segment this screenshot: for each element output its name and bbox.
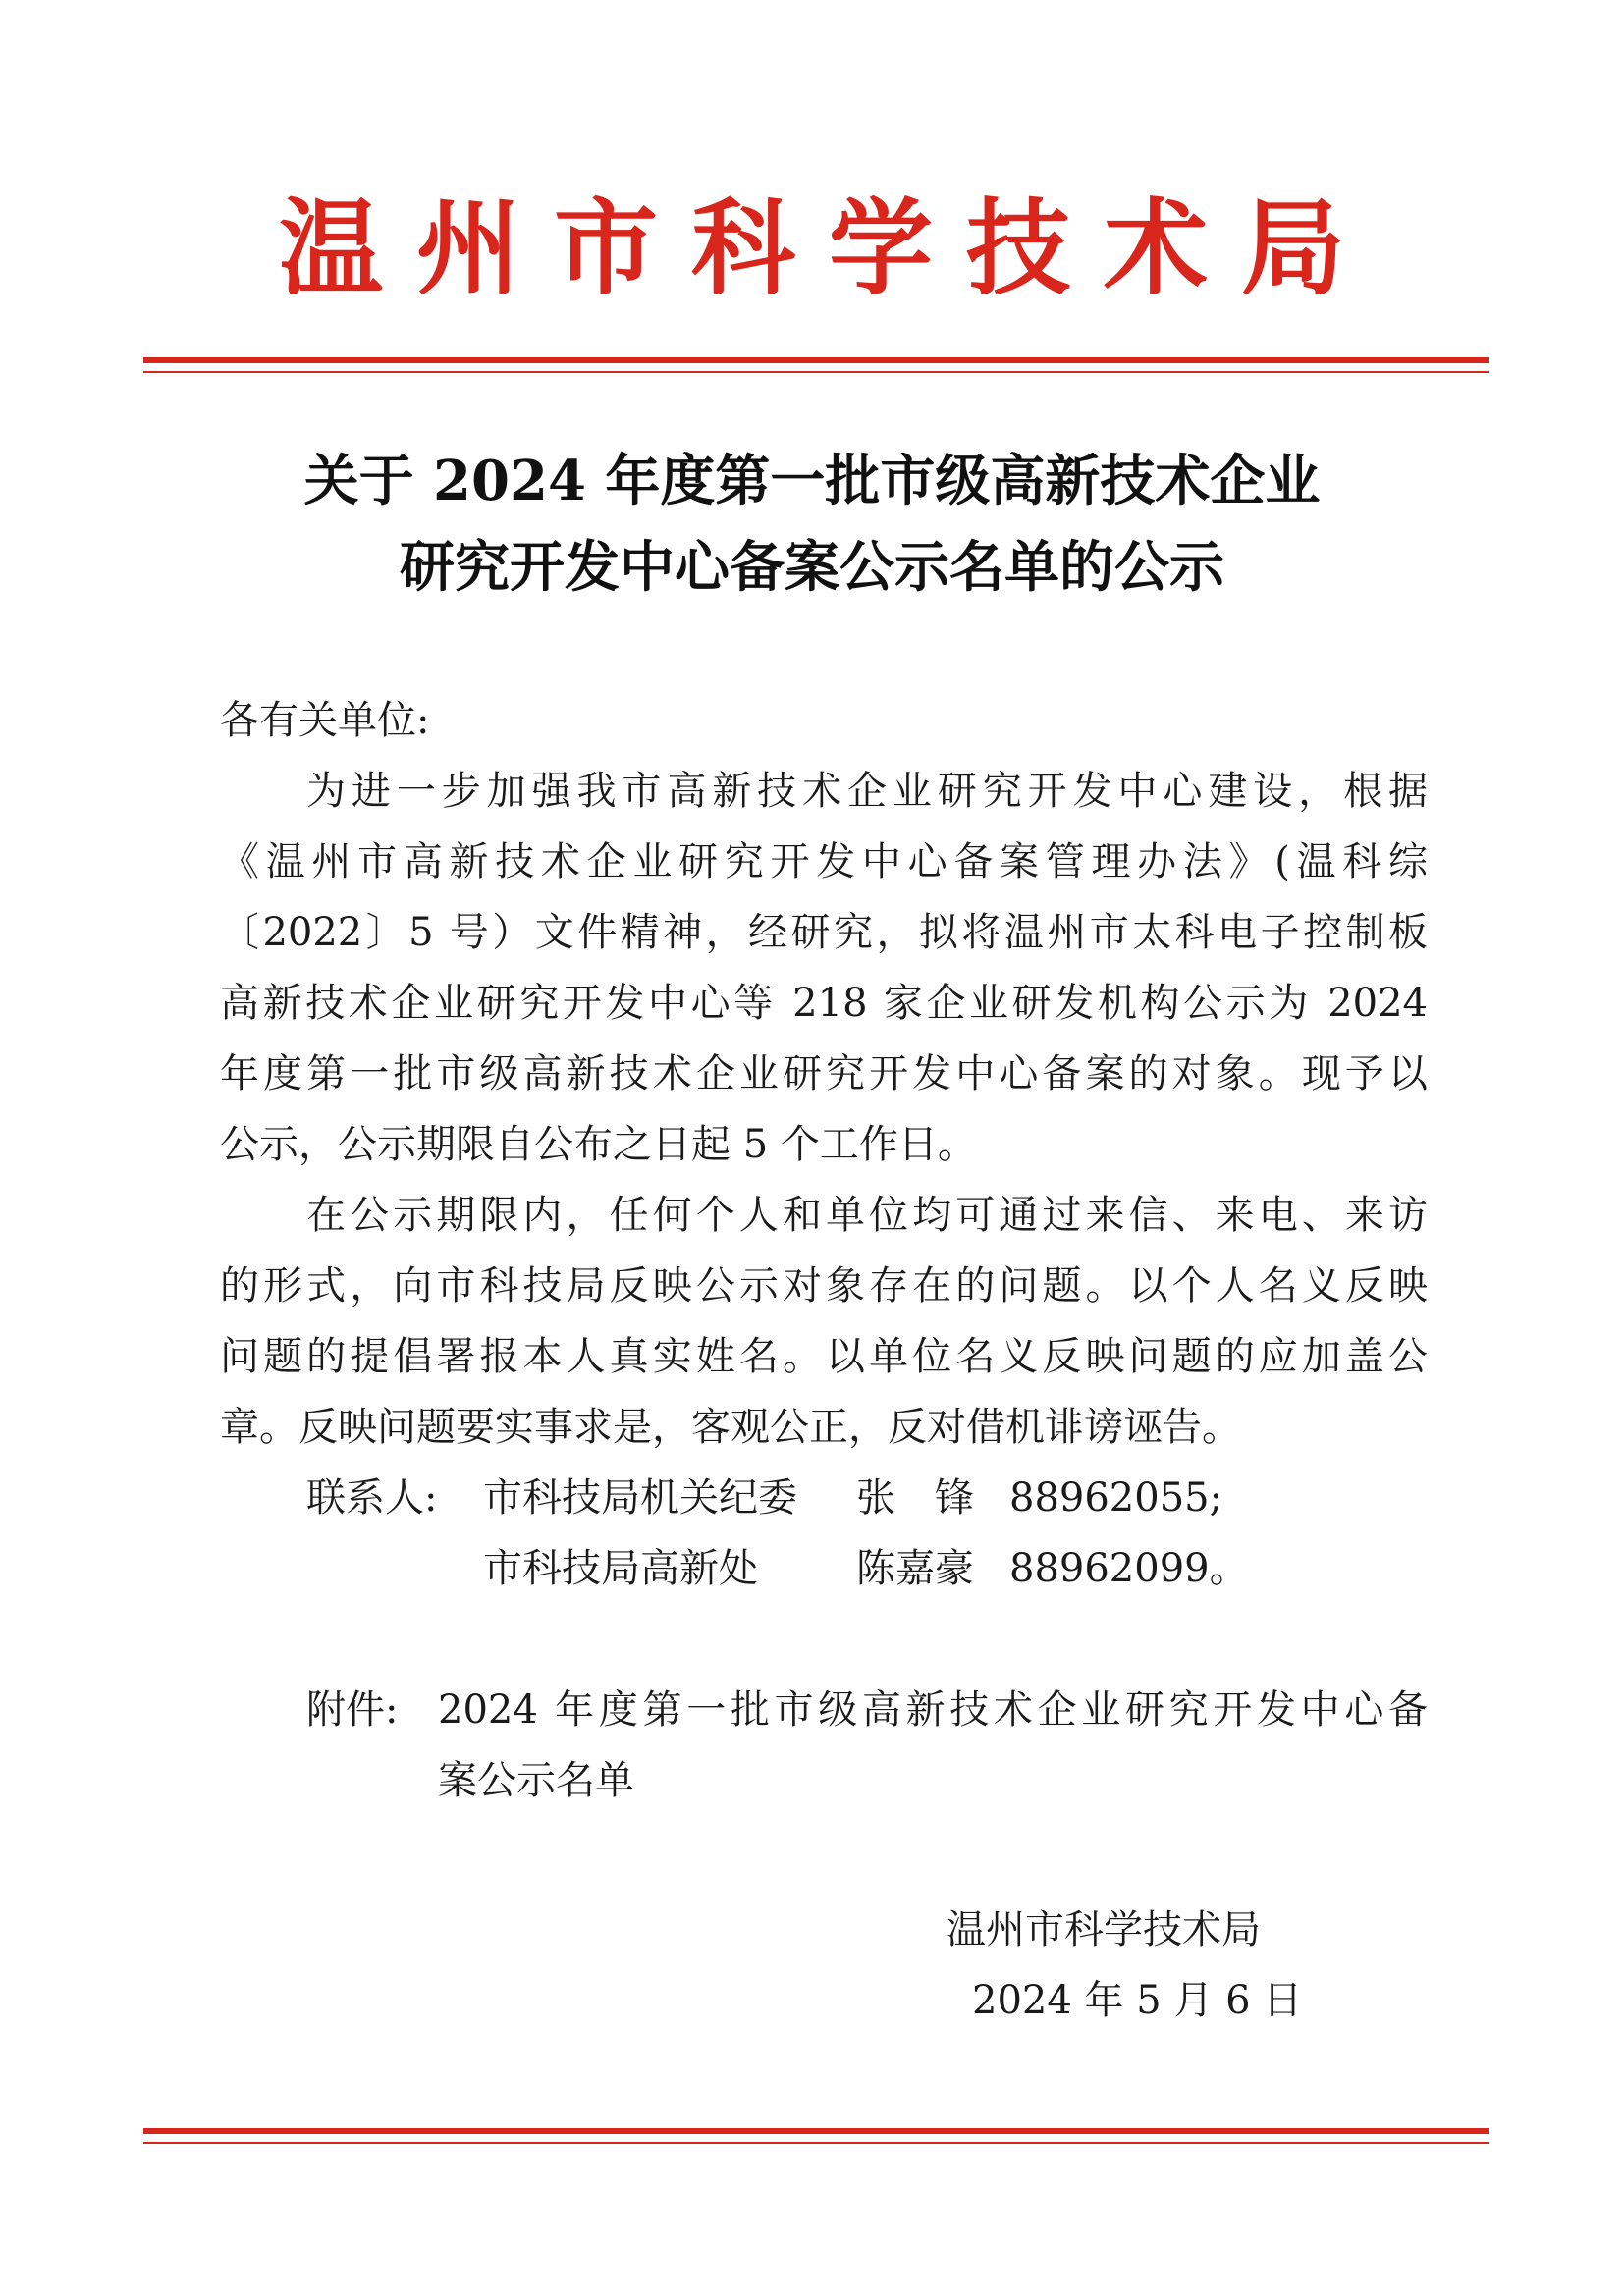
document-title-line-2: 研究开发中心备案公示名单的公示 bbox=[400, 535, 1224, 600]
document-title-line-1: 关于 2024 年度第一批市级高新技术企业 bbox=[303, 449, 1321, 513]
masthead-title: 温州市科学技术局 bbox=[279, 187, 1379, 309]
paragraph-2-line: 章。反映问题要实事求是，客观公正，反对借机诽谤诬告。 bbox=[220, 1405, 1241, 1450]
paragraph-2-line: 问题的提倡署报本人真实姓名。以单位名义反映问题的应加盖公 bbox=[220, 1334, 1428, 1379]
contact-dept: 市科技局高新处 bbox=[483, 1546, 758, 1591]
contact-phone: 88962099。 bbox=[1009, 1546, 1249, 1591]
footer-rule-thin bbox=[143, 2142, 1489, 2144]
attachment-title-line-2: 案公示名单 bbox=[438, 1758, 634, 1803]
contact-name: 张 锋 bbox=[856, 1475, 974, 1521]
masthead-rule-thin bbox=[143, 371, 1489, 373]
issue-date: 2024 年 5 月 6 日 bbox=[972, 1978, 1303, 2023]
issuer-name: 温州市科学技术局 bbox=[947, 1907, 1261, 1952]
footer-rule-thick bbox=[143, 2128, 1489, 2134]
attachment-title-line-1: 2024 年度第一批市级高新技术企业研究开发中心备 bbox=[438, 1687, 1428, 1733]
paragraph-1-line: 《温州市高新技术企业研究开发中心备案管理办法》(温科综 bbox=[220, 839, 1428, 884]
salutation: 各有关单位: bbox=[220, 698, 430, 743]
paragraph-1-line: 公示，公示期限自公布之日起 5 个工作日。 bbox=[220, 1122, 977, 1167]
paragraph-1-line: 高新技术企业研究开发中心等 218 家企业研发机构公示为 2024 bbox=[220, 981, 1428, 1026]
masthead-rule-thick bbox=[143, 357, 1489, 363]
attachment-label: 附件: bbox=[306, 1687, 399, 1733]
contact-dept: 市科技局机关纪委 bbox=[483, 1475, 797, 1521]
contacts-label: 联系人: bbox=[306, 1475, 438, 1521]
paragraph-1-line: 为进一步加强我市高新技术企业研究开发中心建设，根据 bbox=[306, 769, 1428, 814]
contact-phone: 88962055; bbox=[1009, 1475, 1223, 1521]
paragraph-1-line: 〔2022〕5 号）文件精神，经研究，拟将温州市太科电子控制板 bbox=[220, 910, 1428, 955]
paragraph-2-line: 的形式，向市科技局反映公示对象存在的问题。以个人名义反映 bbox=[220, 1263, 1428, 1308]
paragraph-1-line: 年度第一批市级高新技术企业研究开发中心备案的对象。现予以 bbox=[220, 1051, 1428, 1096]
paragraph-2-line: 在公示期限内，任何个人和单位均可通过来信、来电、来访 bbox=[306, 1193, 1428, 1238]
contact-name: 陈嘉豪 bbox=[856, 1546, 974, 1591]
